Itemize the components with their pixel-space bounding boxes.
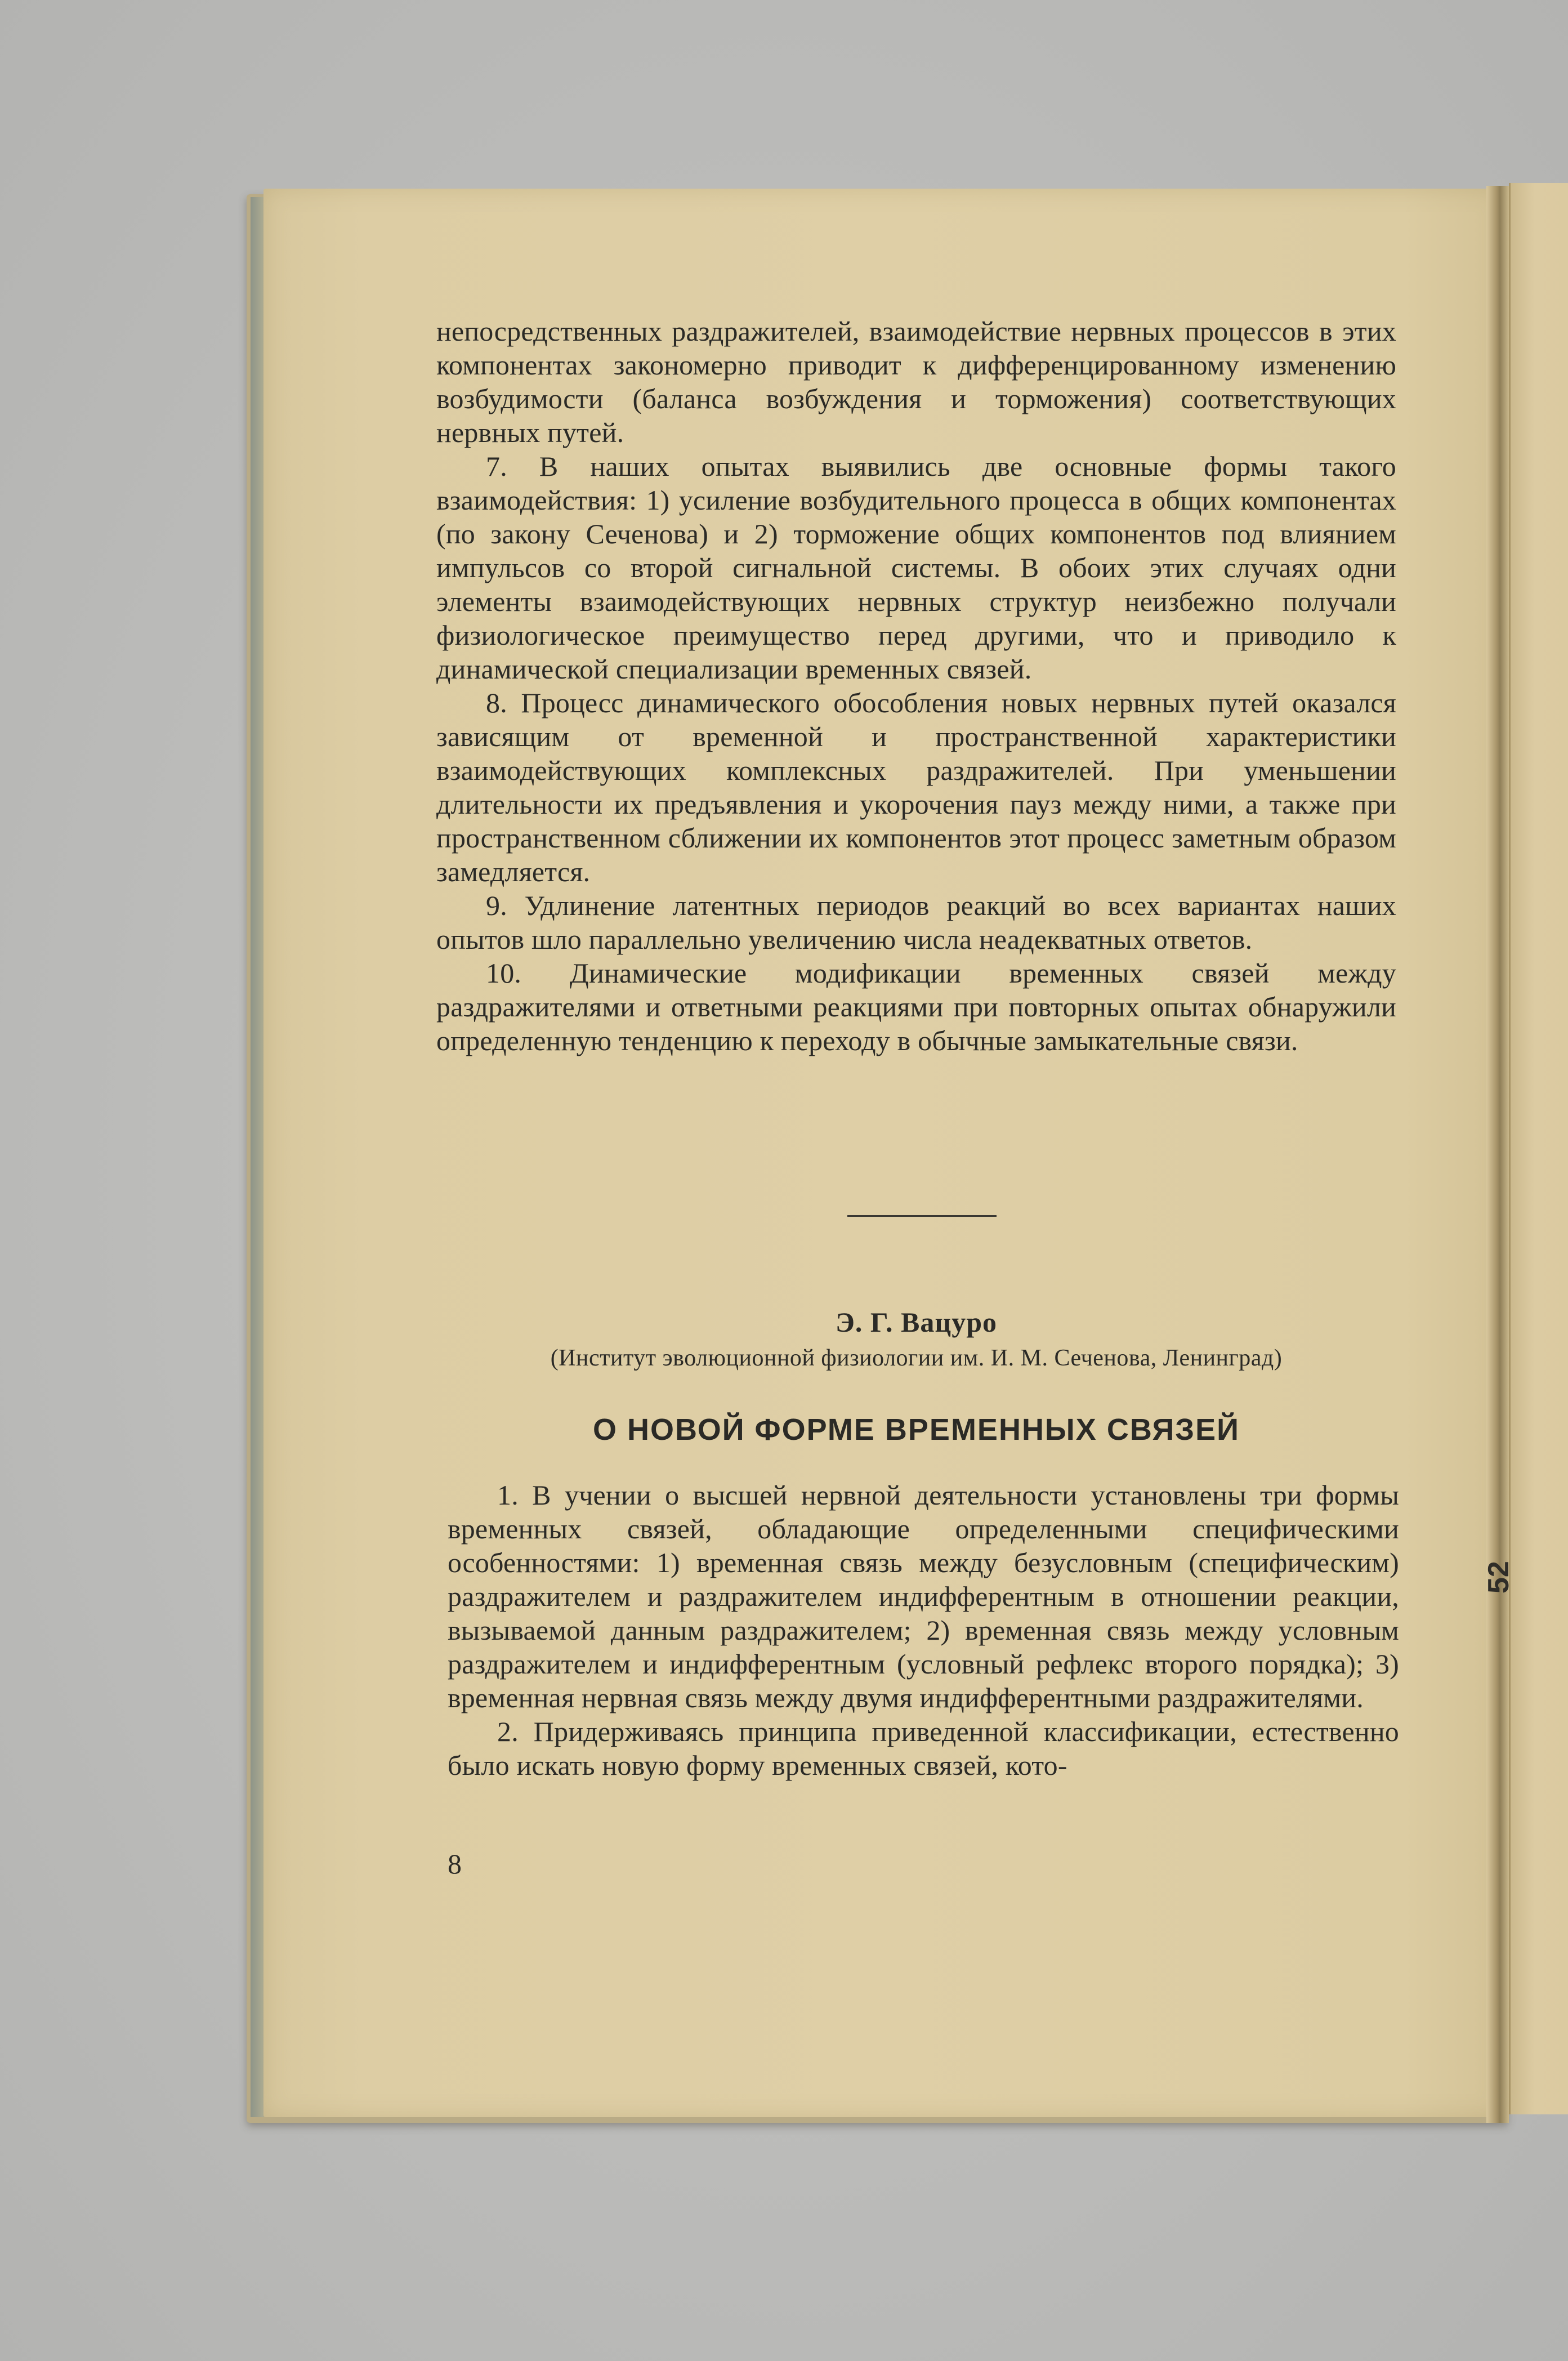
paragraph-point-7: 7. В наших опытах выявились две основные формы такого взаимодействия: 1) усиление возбудительного процесса в общих компонентах (по закону Сеченова) и 2) торможение общих компонентов под влиянием импульсов со второй сигнальной системы. В обоих этих случаях одни элементы взаимодействующих нервных структур неизбежно получали физиологическое преимущество перед другими, что и приводило к динамической специализации временных связей. [436, 450, 1396, 685]
book-gutter [1486, 186, 1509, 2123]
facing-page-edge [1509, 183, 1568, 2114]
page-number: 8 [448, 1848, 462, 1880]
upper-text-block [436, 314, 1396, 1057]
paragraph-point-8: 8. Процесс динамического обособления новых нервных путей оказался зависящим от временной и пространственной характеристики взаимодействующих комплексных раздражителей. При уменьшении длительности их предъявления и укорочения пауз между ними, а также при пространственном сближении их компонентов этот процесс заметным образом замедляется. [436, 687, 1396, 887]
article-author: Э. Г. Вацуро [835, 1306, 998, 1338]
section-divider [847, 1215, 997, 1217]
paragraph-continuation: непосредственных раздражителей, взаимодействие нервных процессов в этих компонентах закономерно приводит к дифференцированному изменению возбудимости (баланса возбуждения и торможения) соответствующих нервных путей. [436, 315, 1396, 448]
article-paragraph-1: 1. В учении о высшей нервной деятельности установлены три формы временных связей, обладающие определенными специфическими особенностями: 1) временная связь между безусловным (специфическим) раздражителем и раздражителем индифферентным в отношении реакции, вызываемой данным раздражителем; 2) временная связь между условным раздражителем и индифферентным (условный рефлекс второго порядка); 3) временная нервная связь между двумя индифферентными раздражителями. [448, 1479, 1399, 1713]
article-text-block [448, 1478, 1399, 1782]
paragraph-point-9: 9. Удлинение латентных периодов реакций во всех вариантах наших опытов шло параллельно увеличению числа неадекватных ответов. [436, 890, 1396, 955]
article-affiliation: (Институт эволюционной физиологии им. И. М. Сеченова, Ленинград) [550, 1345, 1283, 1371]
paragraph-point-10: 10. Динамические модификации временных связей между раздражителями и ответными реакциями при повторных опытах обнаружили определенную тенденцию к переходу в обычные замыкательные связи. [436, 957, 1396, 1056]
article-paragraph-2: 2. Придерживаясь принципа приведенной классификации, естественно было искать новую форму временных связей, кото- [448, 1716, 1399, 1781]
margin-stamp: 52 [1482, 1561, 1515, 1594]
article-title: О НОВОЙ ФОРМЕ ВРЕМЕННЫХ СВЯЗЕЙ [593, 1413, 1240, 1447]
